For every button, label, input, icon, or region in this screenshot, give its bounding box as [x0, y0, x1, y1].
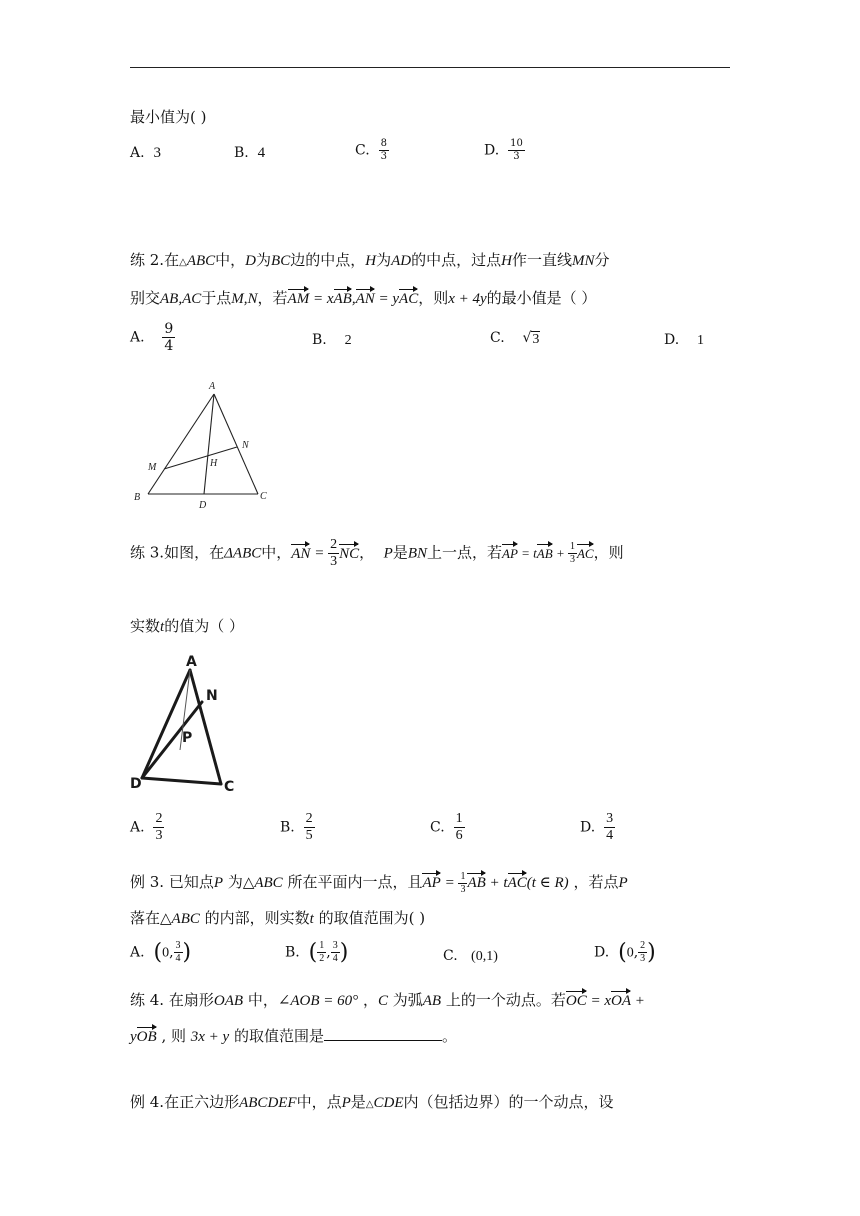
vector-ab: AB — [467, 875, 486, 891]
q1-stem-tail: 最小值为( ) — [130, 108, 207, 126]
q2-option-a: A. $\frac{9}{4}$ — [130, 321, 174, 354]
ex4-stem-line1: 例 4.在正六边形ABCDEF中，点P是△CDE内（包括边界）的一个动点，设 — [130, 1093, 614, 1111]
vector-am: AM — [287, 291, 310, 307]
vector-ac: AC — [399, 291, 419, 307]
segment-mn — [164, 447, 237, 469]
q3-option-b: B. $\frac{2}{5}$ — [280, 811, 313, 843]
q3-option-c: C. $\frac{1}{6}$ — [430, 811, 463, 843]
ex3-option-b: B. ( $\frac{1}{2}$ , $\frac{3}{4}$ ) — [285, 940, 349, 965]
q1-option-b: B. 4 — [234, 145, 266, 161]
segment-dc — [142, 778, 221, 784]
label-p: P — [182, 730, 193, 746]
vector-ap: AP — [422, 875, 441, 891]
ex3-stem-line1: 例 3. 已知点P 为△ABC 所在平面内一点，且AP = $\frac{1}{3}$ AB + tAC(t ∈ R) ，若点P — [130, 870, 628, 895]
vector-ab: AB — [536, 545, 553, 561]
q3-option-d: D. $\frac{3}{4}$ — [580, 811, 614, 843]
q3-stem-line1: 练 3.如图，在ΔABC中，AN = $\frac{2}{3}$ NC， P是BN上一点，若AP = tAB + $\frac{1}{3}$ AC，则 — [130, 537, 624, 569]
label-a: A — [186, 654, 197, 670]
label-c: C — [224, 779, 235, 795]
label-c: C — [260, 491, 267, 502]
label-n: N — [242, 440, 249, 451]
label-m: M — [148, 462, 157, 473]
label-d: D — [199, 500, 207, 511]
q3-triangle-figure — [128, 650, 248, 798]
q1-option-a: A. 3 — [130, 145, 161, 161]
q2-option-b: B. 2 — [312, 332, 352, 348]
vector-nc: NC — [339, 545, 360, 562]
label-n: N — [206, 688, 218, 704]
segment-ad — [204, 394, 214, 494]
vector-ac: AC — [576, 545, 594, 561]
q2-stem-line1: 练 2.在△ABC中，D为BC边的中点，H为AD的中点，过点H作一直线MN分 — [130, 251, 610, 269]
vector-ac: AC — [507, 875, 527, 891]
label-d: D — [130, 776, 142, 792]
ex3-option-c: C. (0,1) — [443, 948, 498, 964]
ex3-option-a: A. (0, $\frac{3}{4}$ ) — [130, 940, 192, 965]
q4-stem-line2: yOB , 则 3x + y 的取值范围是 。 — [130, 1027, 457, 1045]
q2-option-d: D. 1 — [664, 332, 704, 348]
ex3-option-d: D. (0, $\frac{2}{3}$ ) — [594, 940, 656, 965]
q2-stem-line2: 别交AB,AC于点M,N，若AM = xAB,AN = yAC，则x + 4y的最小值是（ ） — [130, 289, 597, 307]
vector-ab: AB — [333, 291, 352, 307]
q4-stem-line1: 练 4. 在扇形OAB 中，∠AOB = 60° ，C 为弧AB 上的一个动点。若OC = xOA + — [130, 991, 645, 1009]
vector-an: AN — [355, 291, 375, 307]
segment-ac — [214, 394, 258, 494]
vector-ap: AP — [502, 545, 518, 561]
vector-oa: OA — [611, 993, 631, 1009]
vector-oc: OC — [565, 993, 587, 1009]
q1-option-c: C. $\frac{8}{3}$ — [355, 138, 387, 162]
header-rule — [130, 67, 730, 68]
label-a: A — [209, 381, 216, 392]
label-h: H — [210, 458, 218, 469]
answer-blank[interactable] — [324, 1039, 442, 1041]
q3-option-a: A. $\frac{2}{3}$ — [130, 811, 163, 843]
vector-ob: OB — [136, 1029, 157, 1045]
segment-ab — [148, 394, 214, 494]
q1-option-d: D. $\frac{10}{3}$ — [484, 138, 523, 162]
ex3-stem-line2: 落在△ABC 的内部，则实数t 的取值范围为( ) — [130, 909, 426, 927]
q2-option-c: C. √ 3 — [490, 330, 540, 347]
q3-stem-line2: 实数t的值为（ ） — [130, 617, 244, 635]
vector-an: AN — [291, 545, 311, 562]
q2-triangle-figure — [128, 378, 288, 513]
label-b: B — [134, 492, 141, 503]
